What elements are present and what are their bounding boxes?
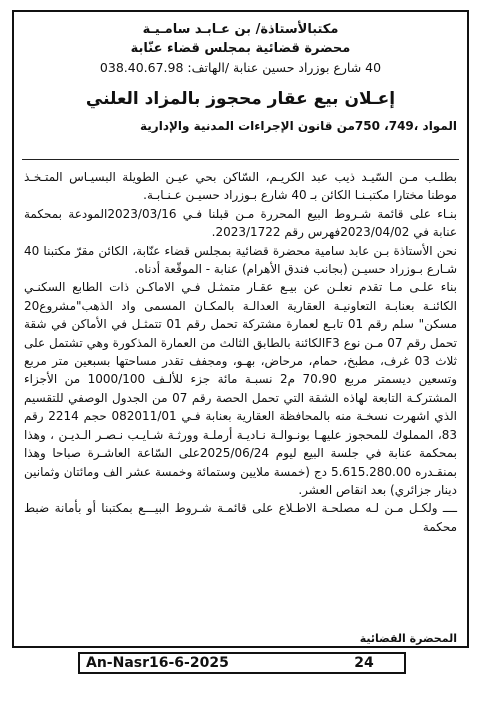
paragraph-bailiff: نحن الأستاذة بـن عابد سامية محضرة قضائية بمجلس قضاء عنّابة، الكائن مقرّ مكتبنا 40 شـارع بـوزراد حسيـن (بجانب فندق الأهرام) عنابة - الموقّعة أدناه. (24, 243, 457, 277)
header-divider (22, 159, 459, 160)
notice-body (24, 168, 457, 536)
paragraph-property: بناء علـى مـا تقدم نعلـن عن بيـع عقـار متمثـل فـي الاماكـن ذات الطابع السكنـي الكائنـة بعنابـة التعاونيـة العقارية العدالـة بالمكـان المسمى واد الذهب"مشروع20 مسكن" سلم رقم 01 تابـع لعمارة مشتركة تحمل رقم 01 تتمثـل في الأماكن في شقة تحمل رقم 07 مـن نوع F3الكائنة بالطابق الثالث من العمارة المذكورة وهي تشتمل على ثلاث 03 غرف، مطبخ، حمام، مرحاض، بهـو، ومجفف تقدر مساحتها بسبعين متر مربع وتسعين ديسمتر مربع 70،90 م2 نسبـة مائة جزء للألـف 1000/100 من الأجزاء المشتركـة التابعة لهاذه الشقة التي تحمل الحصة رقم 07 من الجدول الوصفي للتقسيم الذي اشهرت نسخـة منه بالمحافظة العقارية بعنابة فـي 082011/01 حجم 2214 رقم 83، المملوك للمحجوز عليهـا بونـوالـة نـاديـة أرملـة وورثـة شـايـب نـصـر الـديـن ، وهذا بمحكمة عنابة في جلسة البيع ليوم 2025/06/24على السّاعة العاشـرة صباحا وهذا بمنقـدره 5.615.280.00 دج (خمسة ملايين وستمائة وخمسة عشر الف ومائتان وثمانين دينار جزائري) بعد انقاص العشر. (24, 280, 458, 497)
page-number: 24 (354, 655, 374, 671)
office-title: محضرة قضائية بمجلس قضاء عنّابة (130, 41, 351, 56)
publication-date: An-Nasr16-6-2025 (86, 655, 229, 671)
paragraph-request: بطلـب مـن السّيـد ذيب عبد الكريـم، السّاكن بحي عيـن الطويلة البسيـاس المتـخـذ موطنا مختارا مكتبـنـا الكائن بـ 40 شارع بـوزراد حسيـن عـنـابـة. (24, 170, 457, 203)
office-name: مكتبالأستاذة/ بن عـابـد سامـيـة (142, 22, 339, 37)
paragraph-conditions: بنـاء على قائمة شـروط البيع المحررة مـن قبلنا فـي 2023/03/16المودعة بمحكمة عنابة في 2023/04/02فهرس رقم 2023/1722. (24, 206, 457, 240)
newspaper-footer (78, 652, 406, 674)
office-address-phone: 40 شارع بوزراد حسين عنابة /الهاتف: 038.40.67.98 (99, 60, 382, 75)
notice-header (14, 12, 467, 133)
legal-articles: المواد ،749، 750من قانون الإجراءات المدنية والإدارية (140, 119, 457, 133)
notice-frame (12, 10, 469, 648)
signature: المحضرة القضائية (359, 632, 457, 645)
notice-title: إعـلان بيع عقار محجوز بالمزاد العلني (85, 89, 396, 109)
paragraph-consultation: ــــ ولكـل مـن لـه مصلحـة الاطـلاع على قائمـة شـروط البيـــع بمكتبنا أو بأمانة ضبط محكمة (24, 501, 457, 534)
